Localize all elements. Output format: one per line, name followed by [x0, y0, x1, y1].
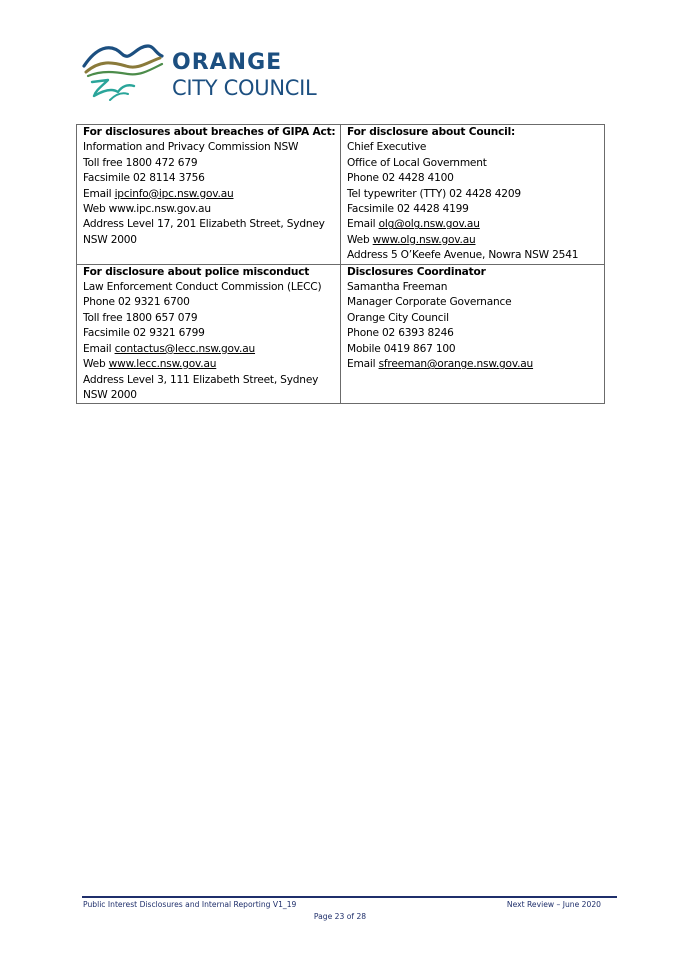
web-line	[83, 357, 336, 372]
cell-line: Facsimile 02 9321 6799	[83, 327, 205, 340]
email-link[interactable]: contactus@lecc.nsw.gov.au	[114, 342, 256, 355]
web-line	[347, 233, 600, 248]
address-line: Address Level 3, 111 Elizabeth Street, Sydney NSW 2000	[83, 373, 319, 401]
cell-line: Chief Executive	[347, 141, 427, 154]
police-cell	[77, 264, 341, 404]
cell-heading: For disclosures about breaches of GIPA Act:	[83, 126, 336, 138]
cell-line: Law Enforcement Conduct Commission (LECC)	[83, 281, 322, 294]
logo-word-city-council: CITY COUNCIL	[172, 76, 317, 100]
cell-line: Facsimile 02 4428 4199	[347, 203, 469, 216]
cell-line: Office of Local Government	[347, 156, 487, 169]
footer-document-title: Public Interest Disclosures and Internal Reporting V1_19	[83, 900, 297, 909]
cell-line: Samantha Freeman	[347, 281, 448, 294]
email-label: Email	[83, 342, 115, 355]
email-link[interactable]: ipcinfo@ipc.nsw.gov.au	[114, 187, 234, 200]
gipa-cell	[77, 125, 341, 265]
cell-heading: For disclosure about police misconduct	[83, 265, 310, 278]
cell-line: Phone 02 9321 6700	[83, 296, 190, 309]
cell-line: Toll free 1800 472 679	[83, 156, 198, 169]
email-label: Email	[83, 187, 115, 200]
cell-heading: Disclosures Coordinator	[347, 265, 486, 278]
cell-line: Toll free 1800 657 079	[83, 311, 198, 324]
cell-heading: For disclosure about Council:	[347, 126, 516, 138]
email-label: Email	[347, 358, 379, 371]
web-link[interactable]: www.olg.nsw.gov.au	[372, 233, 476, 246]
email-line	[347, 357, 600, 372]
cell-line: Information and Privacy Commission NSW	[83, 141, 299, 154]
email-link[interactable]: olg@olg.nsw.gov.au	[378, 218, 480, 231]
contacts-table	[76, 124, 605, 404]
footer-review-date: Next Review – June 2020	[506, 900, 601, 909]
email-line	[347, 217, 600, 232]
web-label: Web	[83, 358, 109, 371]
cell-line: Phone 02 6393 8246	[347, 327, 454, 340]
council-cell	[341, 125, 605, 265]
cell-line: Phone 02 4428 4100	[347, 172, 454, 185]
logo-word-orange: ORANGE	[172, 50, 283, 75]
orange-city-council-logo	[82, 40, 332, 106]
logo-emblem-icon	[82, 40, 170, 106]
email-line	[83, 342, 336, 357]
cell-line: Orange City Council	[347, 311, 449, 324]
web-link[interactable]: www.lecc.nsw.gov.au	[108, 358, 217, 371]
table-row	[77, 125, 605, 265]
address-line: Address 5 O’Keefe Avenue, Nowra NSW 2541	[347, 249, 579, 262]
footer-page-number: Page 23 of 28	[313, 912, 367, 921]
address-line: Address Level 17, 201 Elizabeth Street, Sydney NSW 2000	[83, 218, 325, 246]
cell-line: Tel typewriter (TTY) 02 4428 4209	[347, 187, 521, 200]
web-line: Web www.ipc.nsw.gov.au	[83, 203, 211, 216]
cell-line: Manager Corporate Governance	[347, 296, 512, 309]
email-line	[83, 187, 336, 202]
cell-line: Mobile 0419 867 100	[347, 342, 456, 355]
email-label: Email	[347, 218, 379, 231]
footer-divider	[82, 896, 617, 898]
cell-line: Facsimile 02 8114 3756	[83, 172, 205, 185]
table-row	[77, 264, 605, 404]
coordinator-cell	[341, 264, 605, 404]
email-link[interactable]: sfreeman@orange.nsw.gov.au	[378, 358, 534, 371]
web-label: Web	[347, 233, 373, 246]
